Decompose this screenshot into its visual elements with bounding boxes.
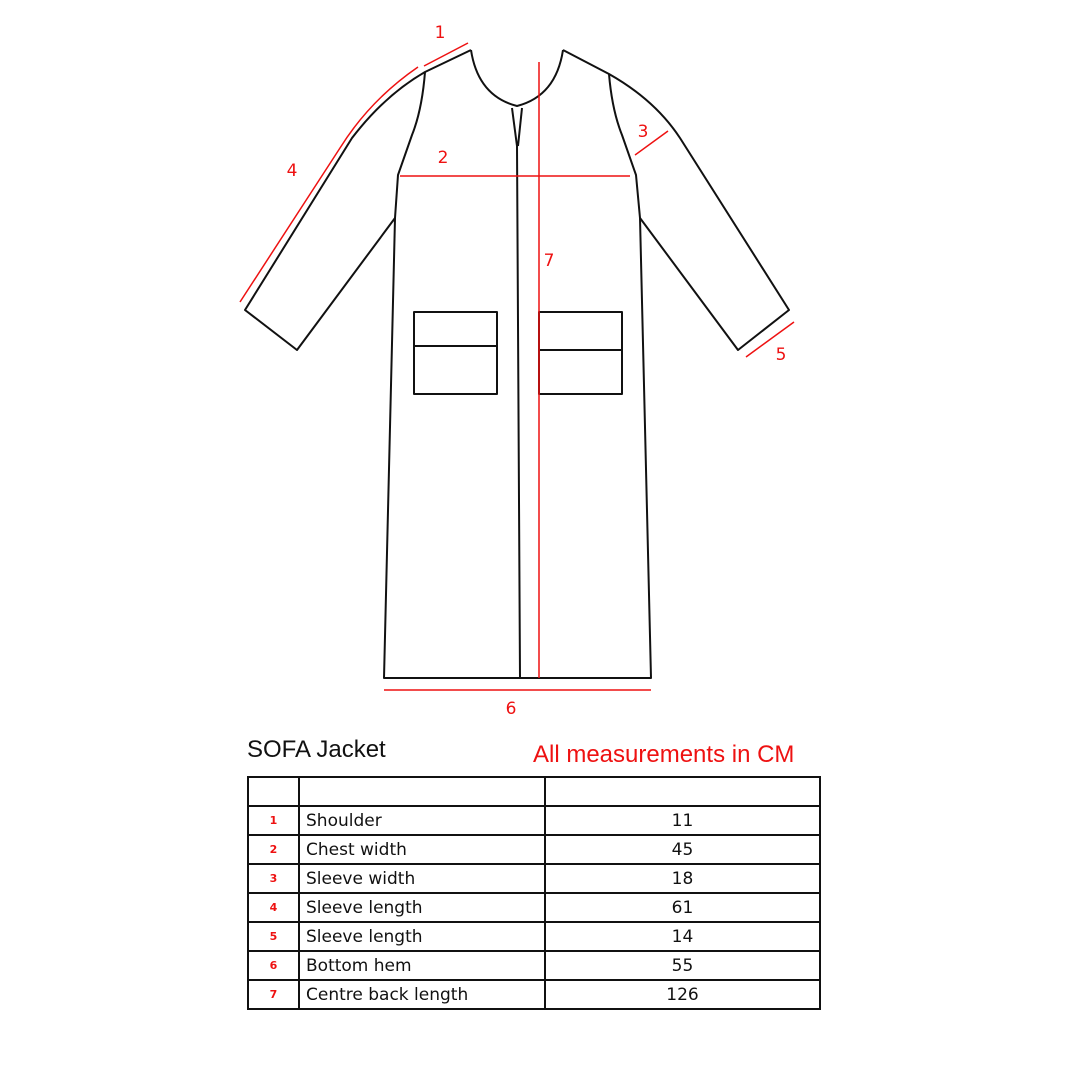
measurement-value: 11 [545,806,820,835]
table-row [248,951,820,980]
measurement-name: Centre back length [299,980,545,1009]
measurement-value: 55 [545,951,820,980]
header-cell [248,777,299,806]
row-number: 7 [248,980,299,1009]
measurement-name: Sleeve width [299,864,545,893]
row-number: 4 [248,893,299,922]
table-row [248,835,820,864]
measurement-table [247,776,821,1010]
row-number: 1 [248,806,299,835]
jacket-outline [245,50,789,678]
table-row [248,922,820,951]
measurement-value: 18 [545,864,820,893]
measurement-value: 45 [545,835,820,864]
measurement-name: Sleeve length [299,893,545,922]
product-title: SOFA Jacket [247,736,386,763]
table-row [248,806,820,835]
row-number: 3 [248,864,299,893]
measurement-name: Sleeve length [299,922,545,951]
row-number: 5 [248,922,299,951]
measurement-value: 126 [545,980,820,1009]
measure-label-6: 6 [505,699,517,719]
table-row [248,864,820,893]
measurement-name: Chest width [299,835,545,864]
measurement-value: 61 [545,893,820,922]
row-number: 6 [248,951,299,980]
measure-label-7: 7 [543,251,555,271]
measure-label-3: 3 [637,122,649,142]
measure-label-5: 5 [775,345,787,365]
header-cell [299,777,545,806]
header-cell [545,777,820,806]
measure-label-2: 2 [437,148,449,168]
table-row [248,893,820,922]
measurement-value: 14 [545,922,820,951]
row-number: 2 [248,835,299,864]
units-note: All measurements in CM [533,741,795,768]
measurement-name: Shoulder [299,806,545,835]
measure-label-4: 4 [286,161,298,181]
measure-label-1: 1 [434,23,446,43]
table-row [248,980,820,1009]
measurement-name: Bottom hem [299,951,545,980]
table-header-row [248,777,820,806]
